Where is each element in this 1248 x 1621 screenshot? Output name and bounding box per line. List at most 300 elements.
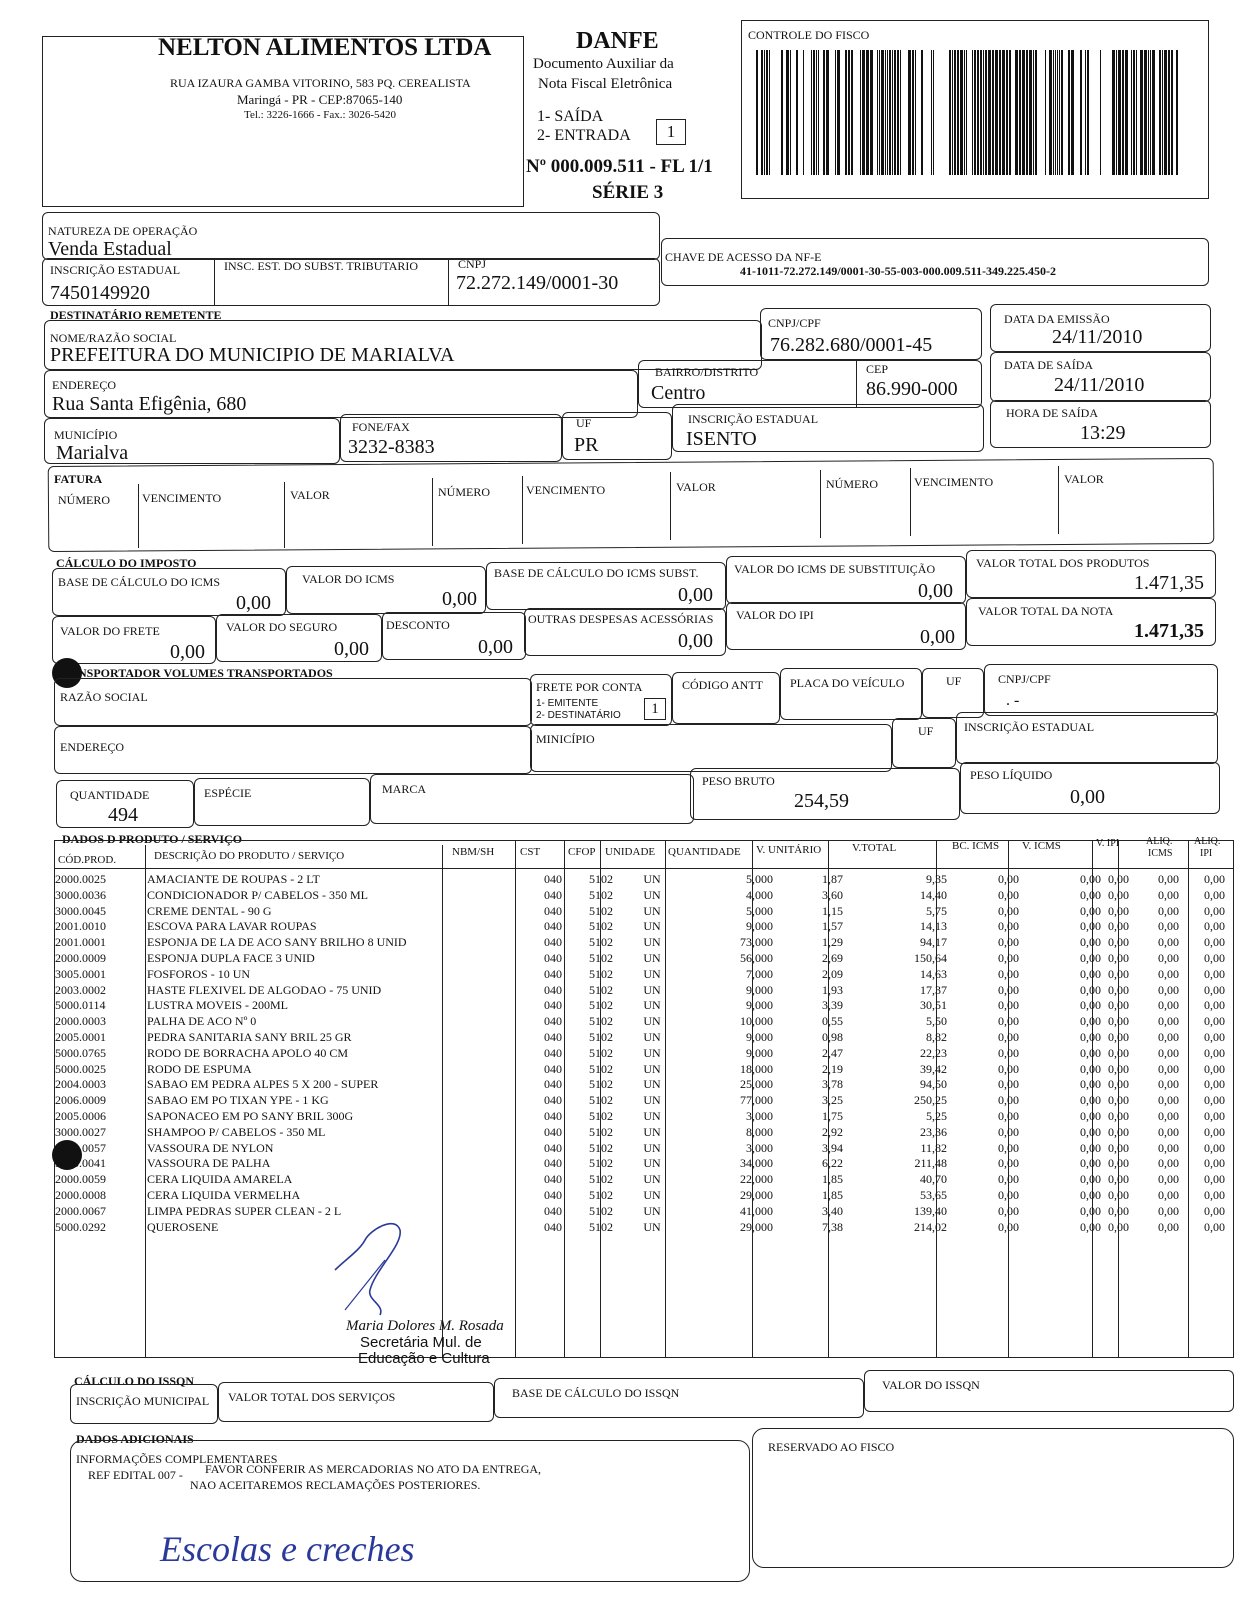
freight-option-1: 1- EMITENTE	[536, 698, 599, 709]
table-row	[55, 951, 1225, 967]
barcode-bar	[1148, 50, 1149, 175]
barcode-bar	[999, 50, 1001, 175]
barcode-bar	[1122, 50, 1124, 175]
cell-bc-icms: 0,00	[998, 1045, 1019, 1060]
divider	[910, 468, 911, 536]
cell-bc-icms: 0,00	[998, 1014, 1019, 1029]
cell-aliq-icms: 0,00	[1158, 1140, 1179, 1155]
cell-aliq-ipi: 0,00	[1204, 1014, 1225, 1029]
issqn-section: CÁLCULO DO ISSQN	[74, 1374, 195, 1388]
cell-qty: 73,000	[740, 935, 773, 950]
issue-date: 24/11/2010	[1052, 326, 1143, 348]
cell-v-icms: 0,00	[1080, 1203, 1101, 1218]
additional-info-line-2: NAO ACEITAREMOS RECLAMAÇÕES POSTERIORES.	[190, 1478, 481, 1492]
access-key-label: CHAVE DE ACESSO DA NF-E	[665, 250, 822, 264]
cell-unit: UN	[643, 1108, 661, 1123]
recipient-cnpj: 76.282.680/0001-45	[770, 334, 933, 356]
cell-cfop: 5102	[589, 966, 613, 981]
cell-cst: 040	[544, 919, 562, 934]
cell-v-icms: 0,00	[1080, 1108, 1101, 1123]
barcode-bar	[761, 50, 763, 175]
barcode-bar	[1022, 50, 1025, 175]
danfe-number: Nº 000.009.511 - FL 1/1	[526, 156, 713, 177]
barcode-bar	[1133, 50, 1135, 175]
cell-aliq-icms: 0,00	[1158, 1108, 1179, 1123]
table-row	[55, 919, 1225, 935]
invoice-value-label-3: VALOR	[1064, 472, 1104, 486]
barcode-bar	[1068, 50, 1070, 175]
discount-value: 0,00	[478, 636, 513, 658]
stamp-line-3: Educação e Cultura	[358, 1350, 490, 1367]
cell-v-ipi: 0,00	[1108, 1093, 1129, 1108]
cell-v-ipi: 0,00	[1108, 966, 1129, 981]
cell-aliq-ipi: 0,00	[1204, 919, 1225, 934]
barcode-bar	[1168, 50, 1170, 175]
cell-v-ipi: 0,00	[1108, 872, 1129, 886]
cell-v-ipi: 0,00	[1108, 998, 1129, 1013]
cell-cst: 040	[544, 1093, 562, 1108]
barcode-bar	[1033, 50, 1034, 175]
barcode-bar	[1006, 50, 1008, 175]
cell-qty: 9,000	[746, 919, 773, 934]
cell-code: 3000.0045	[55, 903, 106, 918]
cell-aliq-icms: 0,00	[1158, 1156, 1179, 1171]
cnpj-value: 72.272.149/0001-30	[456, 272, 619, 294]
cell-aliq-icms: 0,00	[1158, 966, 1179, 981]
barcode-bar	[1100, 50, 1101, 175]
barcode-bar	[862, 50, 865, 175]
cell-desc: RODO DE ESPUMA	[147, 1061, 252, 1076]
cell-aliq-icms: 0,00	[1158, 998, 1179, 1013]
recipient-address-label: ENDEREÇO	[52, 378, 116, 392]
barcode-bar	[1112, 50, 1115, 175]
cell-cfop: 5102	[589, 919, 613, 934]
cell-unit: UN	[643, 1219, 661, 1234]
cell-desc: CERA LIQUIDA AMARELA	[147, 1172, 293, 1187]
services-total-label: VALOR TOTAL DOS SERVIÇOS	[228, 1390, 396, 1404]
cell-cst: 040	[544, 1108, 562, 1123]
carrier-address-label: ENDEREÇO	[60, 740, 124, 754]
freight-mode-label: FRETE POR CONTA	[536, 680, 643, 694]
ipi-value: 0,00	[920, 626, 955, 648]
volume-qty-label: QUANTIDADE	[70, 788, 150, 802]
cell-unit-price: 1,93	[822, 982, 843, 997]
issqn-value-label: VALOR DO ISSQN	[882, 1378, 980, 1392]
cell-unit-price: 1,85	[822, 1172, 843, 1187]
divider	[522, 476, 523, 544]
cell-code: 2005.0001	[55, 1029, 106, 1044]
cell-unit-price: 1,15	[822, 903, 843, 918]
barcode-bar	[1144, 50, 1147, 175]
carrier-city-label: MINICÍPIO	[536, 732, 595, 746]
cell-aliq-icms: 0,00	[1158, 950, 1179, 965]
cell-cst: 040	[544, 998, 562, 1013]
district-label: BAIRRO/DISTRITO	[655, 365, 759, 379]
table-row	[55, 983, 1225, 999]
cell-bc-icms: 0,00	[998, 1156, 1019, 1171]
cell-bc-icms: 0,00	[998, 887, 1019, 902]
cell-total: 94,17	[920, 935, 947, 950]
barcode-bar	[835, 50, 836, 175]
barcode-bar	[1164, 50, 1167, 175]
cell-aliq-ipi: 0,00	[1204, 903, 1225, 918]
recipient-name-label: NOME/RAZÃO SOCIAL	[50, 331, 177, 345]
cell-v-ipi: 0,00	[1108, 935, 1129, 950]
cell-code: 5000.0025	[55, 1061, 106, 1076]
cell-v-icms: 0,00	[1080, 1014, 1101, 1029]
cell-unit: UN	[643, 1172, 661, 1187]
cell-unit-price: 1,57	[822, 919, 843, 934]
cell-unit-price: 0,98	[822, 1029, 843, 1044]
cell-total: 5,25	[926, 1108, 947, 1123]
state-reg-value: 7450149920	[50, 282, 150, 304]
cell-unit-price: 2,69	[822, 950, 843, 965]
cell-cfop: 5102	[589, 1203, 613, 1218]
cell-v-icms: 0,00	[1080, 1140, 1101, 1155]
barcode-bar	[769, 50, 770, 175]
barcode-bar	[811, 50, 812, 175]
cell-desc: CONDICIONADOR P/ CABELOS - 350 ML	[147, 887, 369, 902]
cell-v-icms: 0,00	[1080, 1077, 1101, 1092]
barcode-bar	[879, 50, 880, 175]
cell-v-icms: 0,00	[1080, 1172, 1101, 1187]
cell-unit: UN	[643, 950, 661, 965]
cell-cfop: 5102	[589, 1187, 613, 1202]
cell-cst: 040	[544, 1203, 562, 1218]
municipal-reg-label: INSCRIÇÃO MUNICIPAL	[76, 1394, 210, 1408]
cell-qty: 3,000	[746, 1140, 773, 1155]
cell-aliq-icms: 0,00	[1158, 919, 1179, 934]
cell-unit: UN	[643, 1061, 661, 1076]
cell-cst: 040	[544, 1187, 562, 1202]
cell-aliq-ipi: 0,00	[1204, 1203, 1225, 1218]
cell-bc-icms: 0,00	[998, 903, 1019, 918]
table-row	[55, 1093, 1225, 1109]
cell-aliq-icms: 0,00	[1158, 1172, 1179, 1187]
carrier-cnpj-value: . -	[1006, 692, 1020, 709]
cell-cfop: 5102	[589, 872, 613, 886]
cell-qty: 10,000	[740, 1014, 773, 1029]
cell-v-ipi: 0,00	[1108, 1203, 1129, 1218]
cell-bc-icms: 0,00	[998, 1219, 1019, 1234]
cell-total: 9,35	[926, 872, 947, 886]
cell-cst: 040	[544, 1045, 562, 1060]
cell-code: 2001.0001	[55, 935, 106, 950]
cell-v-ipi: 0,00	[1108, 1187, 1129, 1202]
cell-v-ipi: 0,00	[1108, 1108, 1129, 1123]
discount-label: DESCONTO	[386, 618, 450, 632]
cell-bc-icms: 0,00	[998, 982, 1019, 997]
invoice-due-label: VENCIMENTO	[142, 491, 222, 505]
cell-bc-icms: 0,00	[998, 1077, 1019, 1092]
cell-desc: ESCOVA PARA LAVAR ROUPAS	[147, 919, 317, 934]
barcode-bar	[1118, 50, 1121, 175]
cell-unit-price: 1,87	[822, 872, 843, 886]
col-qty: QUANTIDADE	[668, 846, 741, 858]
danfe-out-label: 1- SAÍDA	[537, 108, 604, 125]
barcode-bar	[1071, 50, 1074, 175]
stamp-line-2: Secretária Mul. de	[360, 1334, 482, 1351]
cell-total: 14,13	[920, 919, 947, 934]
additional-section: DADOS ADICIONAIS	[76, 1432, 194, 1446]
col-v-ipi: V. IPI	[1096, 838, 1120, 849]
barcode-bar	[1059, 50, 1060, 175]
recipient-address: Rua Santa Efigênia, 680	[52, 393, 247, 415]
cell-aliq-icms: 0,00	[1158, 935, 1179, 950]
cell-total: 94,50	[920, 1077, 947, 1092]
recipient-state-reg-label: INSCRIÇÃO ESTADUAL	[688, 412, 819, 426]
tax-section: CÁLCULO DO IMPOSTO	[56, 556, 197, 570]
cell-unit: UN	[643, 1187, 661, 1202]
cell-total: 8,82	[926, 1029, 947, 1044]
barcode-bar	[1136, 50, 1137, 175]
cell-desc: CERA LIQUIDA VERMELHA	[147, 1187, 301, 1202]
insurance-label: VALOR DO SEGURO	[226, 620, 338, 634]
cell-aliq-icms: 0,00	[1158, 872, 1179, 886]
barcode-bar	[1152, 50, 1155, 175]
net-weight-label: PESO LÍQUIDO	[970, 768, 1053, 782]
cell-unit: UN	[643, 1093, 661, 1108]
barcode-bar	[1045, 50, 1046, 175]
cell-bc-icms: 0,00	[998, 1124, 1019, 1139]
cell-desc: SHAMPOO P/ CABELOS - 350 ML	[147, 1124, 326, 1139]
divider	[214, 258, 215, 306]
cell-unit-price: 3,78	[822, 1077, 843, 1092]
cell-v-ipi: 0,00	[1108, 950, 1129, 965]
table-row	[55, 1046, 1225, 1062]
danfe-type-box	[656, 119, 686, 145]
cell-qty: 9,000	[746, 998, 773, 1013]
barcode-bar	[1150, 50, 1151, 175]
invoice-section: FATURA	[54, 472, 103, 486]
nature-label: NATUREZA DE OPERAÇÃO	[48, 224, 198, 238]
cell-total: 39,42	[920, 1061, 947, 1076]
cell-total: 11,82	[920, 1140, 947, 1155]
cell-desc: SABAO EM PEDRA ALPES 5 X 200 - SUPER	[147, 1077, 379, 1092]
cell-code: 5000.0057	[55, 1140, 106, 1155]
other-expenses-value: 0,00	[678, 630, 713, 652]
barcode-bar	[866, 50, 869, 175]
cell-aliq-ipi: 0,00	[1204, 1124, 1225, 1139]
cell-cst: 040	[544, 1156, 562, 1171]
additional-info-label: INFORMAÇÕES COMPLEMENTARES	[76, 1452, 278, 1466]
barcode-bar	[837, 50, 840, 175]
cell-cfop: 5102	[589, 903, 613, 918]
cell-aliq-icms: 0,00	[1158, 887, 1179, 902]
cell-desc: VASSOURA DE PALHA	[147, 1156, 271, 1171]
cell-qty: 56,000	[740, 950, 773, 965]
cell-qty: 9,000	[746, 1029, 773, 1044]
transport-section: NSPORTADOR VOLUMES TRANSPORTADOS	[78, 666, 333, 680]
cell-v-ipi: 0,00	[1108, 887, 1129, 902]
cell-total: 23,36	[920, 1124, 947, 1139]
cell-cfop: 5102	[589, 935, 613, 950]
barcode-bar	[894, 50, 896, 175]
barcode-bar	[851, 50, 853, 175]
barcode-bar	[1061, 50, 1063, 175]
cell-unit: UN	[643, 1014, 661, 1029]
col-v-icms: V. ICMS	[1022, 840, 1061, 852]
cell-aliq-icms: 0,00	[1158, 1187, 1179, 1202]
cell-v-ipi: 0,00	[1108, 1014, 1129, 1029]
icms-value: 0,00	[442, 588, 477, 610]
ipi-label: VALOR DO IPI	[736, 608, 814, 622]
barcode-bar	[897, 50, 899, 175]
city-label: MUNICÍPIO	[54, 428, 118, 442]
cell-unit-price: 3,60	[822, 887, 843, 902]
invoice-value-label-2: VALOR	[676, 480, 716, 494]
freight-label: VALOR DO FRETE	[60, 624, 160, 638]
cell-qty: 7,000	[746, 966, 773, 981]
table-row	[55, 1014, 1225, 1030]
fisco-label: CONTROLE DO FISCO	[748, 28, 870, 42]
cell-qty: 41,000	[740, 1203, 773, 1218]
cell-unit-price: 3,94	[822, 1140, 843, 1155]
cell-cst: 040	[544, 982, 562, 997]
barcode-bar	[992, 50, 994, 175]
cell-cst: 040	[544, 950, 562, 965]
uf-label: UF	[576, 416, 592, 430]
cell-desc: LUSTRA MOVEIS - 200ML	[147, 998, 289, 1013]
cell-aliq-ipi: 0,00	[1204, 1187, 1225, 1202]
cell-cst: 040	[544, 1077, 562, 1092]
table-row	[55, 1062, 1225, 1078]
cell-unit: UN	[643, 1045, 661, 1060]
other-expenses-label: OUTRAS DESPESAS ACESSÓRIAS	[528, 612, 714, 626]
barcode-bar	[781, 50, 783, 175]
cell-total: 150,64	[914, 950, 947, 965]
emitter-phone: Tel.: 3226-1666 - Fax.: 3026-5420	[244, 109, 396, 121]
cell-desc: VASSOURA DE NYLON	[147, 1140, 274, 1155]
cell-unit: UN	[643, 903, 661, 918]
carrier-uf-label: UF	[946, 674, 962, 688]
cell-aliq-icms: 0,00	[1158, 1029, 1179, 1044]
cell-v-ipi: 0,00	[1108, 1172, 1129, 1187]
cell-desc: SABAO EM PO TIXAN YPE - 1 KG	[147, 1093, 329, 1108]
barcode-bar	[877, 50, 878, 175]
table-row	[55, 967, 1225, 983]
cell-aliq-icms: 0,00	[1158, 1045, 1179, 1060]
barcode-bar	[957, 50, 959, 175]
cell-cst: 040	[544, 903, 562, 918]
cell-bc-icms: 0,00	[998, 1140, 1019, 1155]
cell-unit: UN	[643, 1140, 661, 1155]
barcode-bar	[964, 50, 965, 175]
cell-unit-price: 1,85	[822, 1187, 843, 1202]
cell-cst: 040	[544, 1029, 562, 1044]
cell-v-ipi: 0,00	[1108, 1045, 1129, 1060]
barcode-bar	[813, 50, 815, 175]
cell-code: 2000.0059	[55, 1172, 106, 1187]
cell-bc-icms: 0,00	[998, 950, 1019, 965]
cell-cst: 040	[544, 1140, 562, 1155]
cell-v-icms: 0,00	[1080, 998, 1101, 1013]
invoice-number-label-3: NÚMERO	[826, 477, 879, 491]
table-row	[55, 888, 1225, 904]
cell-v-icms: 0,00	[1080, 1029, 1101, 1044]
barcode-bar	[845, 50, 847, 175]
cell-total: 211,48	[914, 1156, 947, 1171]
antt-label: CÓDIGO ANTT	[682, 678, 763, 692]
cell-code: 5000.0114	[55, 998, 106, 1013]
table-row	[55, 1172, 1225, 1188]
cell-cst: 040	[544, 1014, 562, 1029]
barcode-bar	[816, 50, 817, 175]
barcode-bar	[921, 50, 923, 175]
cell-total: 14,40	[920, 887, 947, 902]
cell-v-icms: 0,00	[1080, 1045, 1101, 1060]
barcode-bar	[885, 50, 886, 175]
barcode-bar	[1131, 50, 1132, 175]
cell-v-icms: 0,00	[1080, 982, 1101, 997]
cell-aliq-icms: 0,00	[1158, 1061, 1179, 1076]
reserved-fisco-label: RESERVADO AO FISCO	[768, 1440, 895, 1454]
cell-aliq-ipi: 0,00	[1204, 1140, 1225, 1155]
cell-cfop: 5102	[589, 1108, 613, 1123]
barcode-bar	[764, 50, 765, 175]
cell-bc-icms: 0,00	[998, 935, 1019, 950]
cell-code: 2000.0008	[55, 1187, 106, 1202]
cell-unit: UN	[643, 919, 661, 934]
products-section: DADOS D PRODUTO / SERVIÇO	[62, 832, 243, 846]
cell-v-ipi: 0,00	[1108, 1077, 1129, 1092]
cell-code: 2006.0009	[55, 1093, 106, 1108]
barcode-bar	[960, 50, 963, 175]
cell-qty: 77,000	[740, 1093, 773, 1108]
cell-code: 5000.0765	[55, 1045, 106, 1060]
barcode-bar	[870, 50, 873, 175]
additional-info-line-1: FAVOR CONFERIR AS MERCADORIAS NO ATO DA ENTREGA,	[205, 1462, 542, 1476]
barcode-bar	[983, 50, 984, 175]
barcode-bar	[966, 50, 967, 175]
barcode-bar	[796, 50, 798, 175]
cell-total: 5,50	[926, 1014, 947, 1029]
danfe-series: SÉRIE 3	[592, 182, 664, 203]
cell-cst: 040	[544, 966, 562, 981]
cell-code: 5000.0041	[55, 1156, 106, 1171]
subst-label: INSC. EST. DO SUBST. TRIBUTARIO	[224, 259, 419, 273]
cell-aliq-ipi: 0,00	[1204, 1172, 1225, 1187]
cell-total: 5,75	[926, 903, 947, 918]
cell-bc-icms: 0,00	[998, 1108, 1019, 1123]
cell-unit-price: 3,39	[822, 998, 843, 1013]
barcode-bar	[985, 50, 987, 175]
freight-mode-value: 1	[651, 701, 659, 717]
cell-cst: 040	[544, 872, 562, 886]
products-total-label: VALOR TOTAL DOS PRODUTOS	[976, 556, 1150, 570]
cell-unit: UN	[643, 1029, 661, 1044]
cell-v-ipi: 0,00	[1108, 1156, 1129, 1171]
access-key-value: 41-1011-72.272.149/0001-30-55-003-000.009.511-349.225.450-2	[740, 264, 1056, 278]
barcode-bar	[889, 50, 891, 175]
cell-qty: 22,000	[740, 1172, 773, 1187]
emitter-address: RUA IZAURA GAMBA VITORINO, 583 PQ. CEREALISTA	[170, 76, 471, 90]
products-total: 1.471,35	[1134, 572, 1204, 594]
cep-value: 86.990-000	[866, 378, 958, 400]
stamp-line-1: Maria Dolores M. Rosada	[346, 1318, 504, 1334]
cell-cfop: 5102	[589, 1156, 613, 1171]
cell-desc: PALHA DE ACO Nº 0	[147, 1014, 257, 1029]
species-label: ESPÉCIE	[204, 786, 252, 800]
barcode-bar	[1055, 50, 1056, 175]
barcode-bar	[952, 50, 953, 175]
cell-code: 3005.0001	[55, 966, 106, 981]
table-row	[55, 904, 1225, 920]
cell-aliq-ipi: 0,00	[1204, 1045, 1225, 1060]
exit-date-label: DATA DE SAÍDA	[1004, 358, 1094, 372]
barcode-bar	[823, 50, 825, 175]
cell-bc-icms: 0,00	[998, 1203, 1019, 1218]
